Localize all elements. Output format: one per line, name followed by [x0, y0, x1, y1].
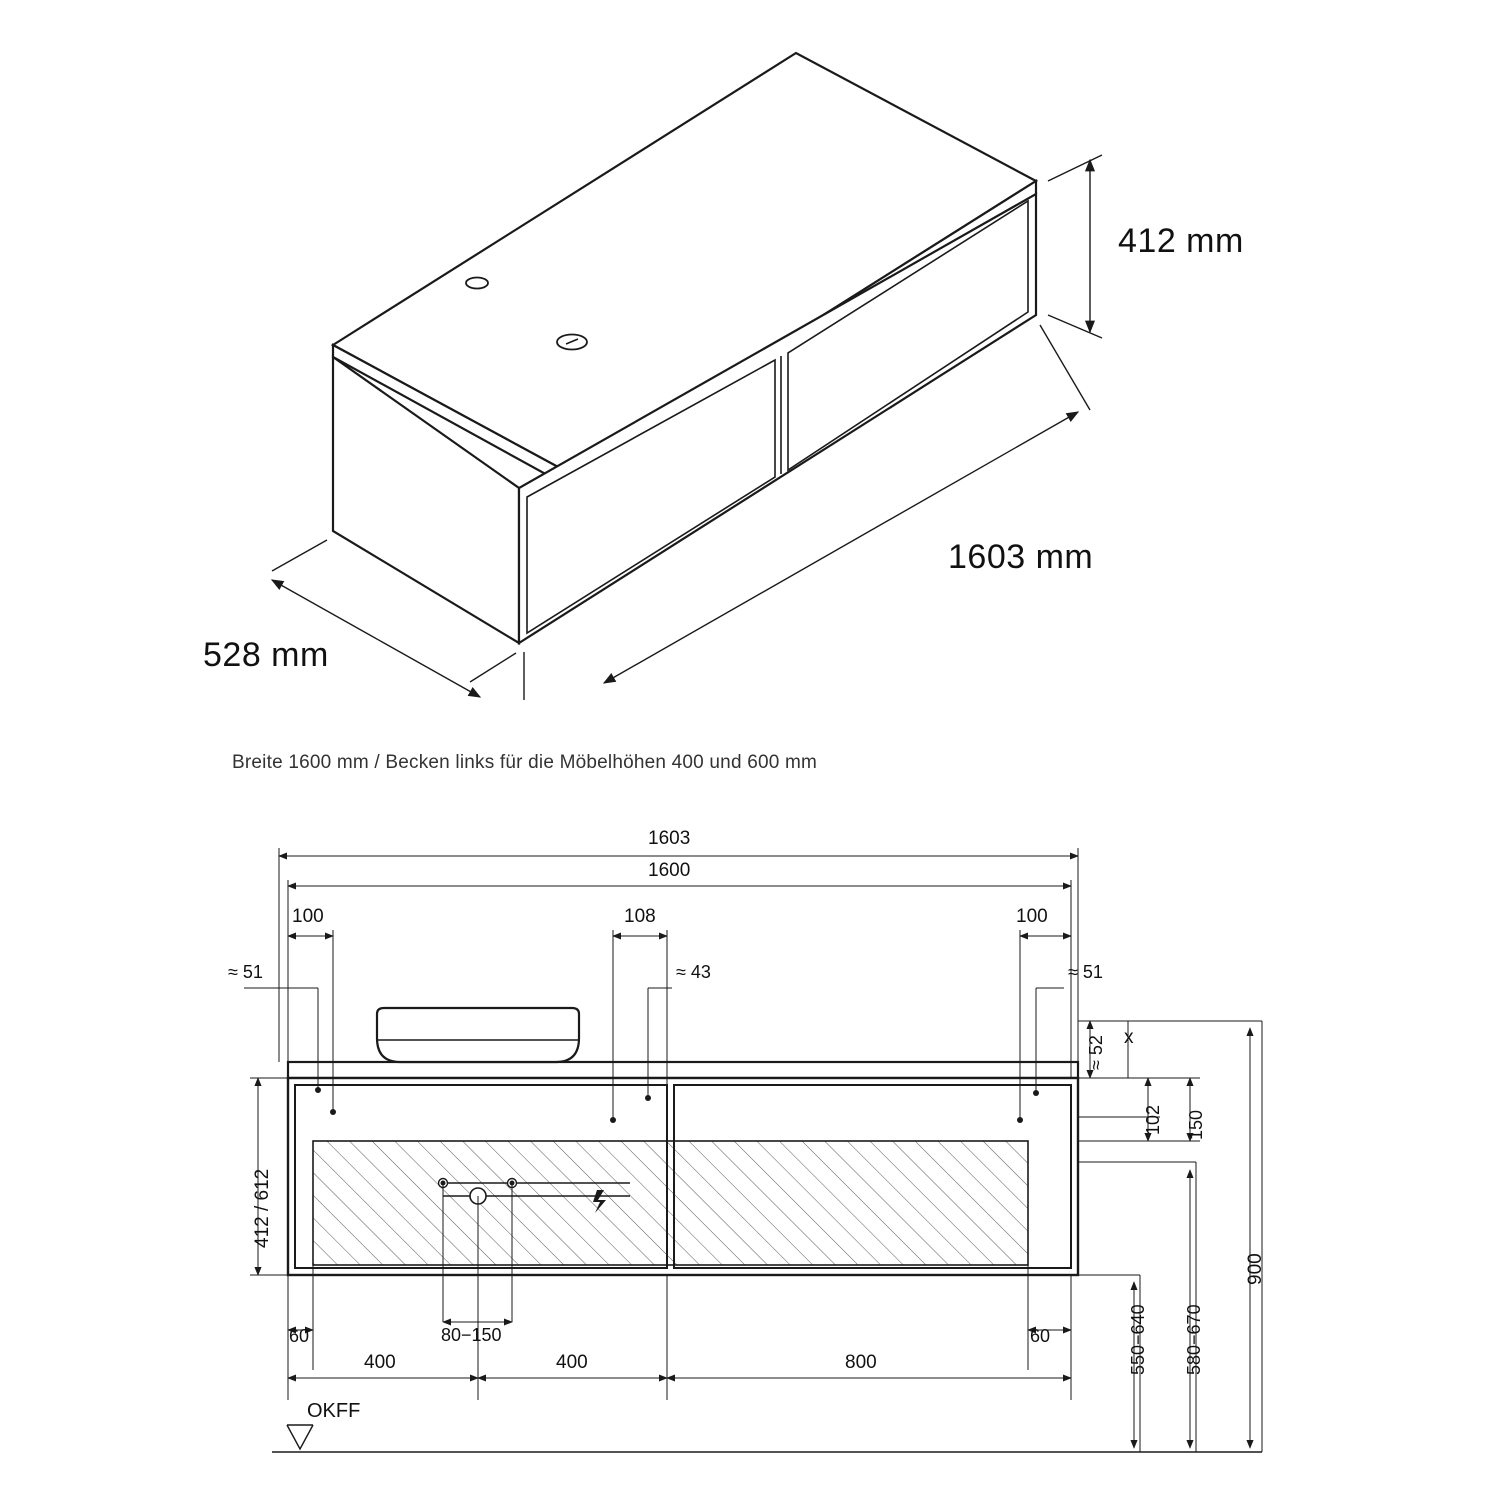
dim-102-label: 102	[1143, 1104, 1163, 1135]
dim-approx-43-label: ≈ 43	[676, 962, 711, 982]
dim-60-right-label: 60	[1030, 1326, 1051, 1346]
dim-approx-52-label: ≈ 52	[1086, 1035, 1106, 1070]
dim-580-670-label: 580−670	[1184, 1304, 1204, 1375]
dim-150-label: 150	[1186, 1109, 1206, 1140]
dim-400-b-label: 400	[556, 1352, 588, 1373]
dim-800-label: 800	[845, 1352, 877, 1373]
dim-108-label: 108	[624, 906, 656, 927]
dim-400-a-label: 400	[364, 1352, 396, 1373]
dim-1600-label: 1600	[648, 860, 691, 881]
dim-900-label: 900	[1245, 1253, 1266, 1285]
dim-x-label: x	[1124, 1027, 1134, 1048]
iso-depth-label: 528 mm	[203, 636, 329, 674]
iso-dim-height	[1048, 155, 1102, 338]
dim-approx-51-left-label: ≈ 51	[228, 962, 263, 982]
iso-height-label: 412 mm	[1118, 222, 1244, 260]
dim-100-right-label: 100	[1016, 906, 1048, 927]
dim-60-left-label: 60	[289, 1326, 310, 1346]
dim-80-150-label: 80−150	[441, 1325, 502, 1345]
dim-1603-label: 1603	[648, 828, 691, 849]
iso-length-label: 1603 mm	[948, 538, 1094, 576]
dim-approx-51-right-label: ≈ 51	[1068, 962, 1103, 982]
okff-label: OKFF	[307, 1400, 361, 1422]
elevation-cabinet	[288, 1008, 1078, 1275]
dim-412-612-label: 412 / 612	[252, 1168, 273, 1248]
dim-550-640-label: 550−640	[1128, 1304, 1148, 1375]
isometric-cabinet	[333, 53, 1036, 643]
dim-100-left-label: 100	[292, 906, 324, 927]
view-caption: Breite 1600 mm / Becken links für die Möbelhöhen 400 und 600 mm	[232, 752, 818, 773]
